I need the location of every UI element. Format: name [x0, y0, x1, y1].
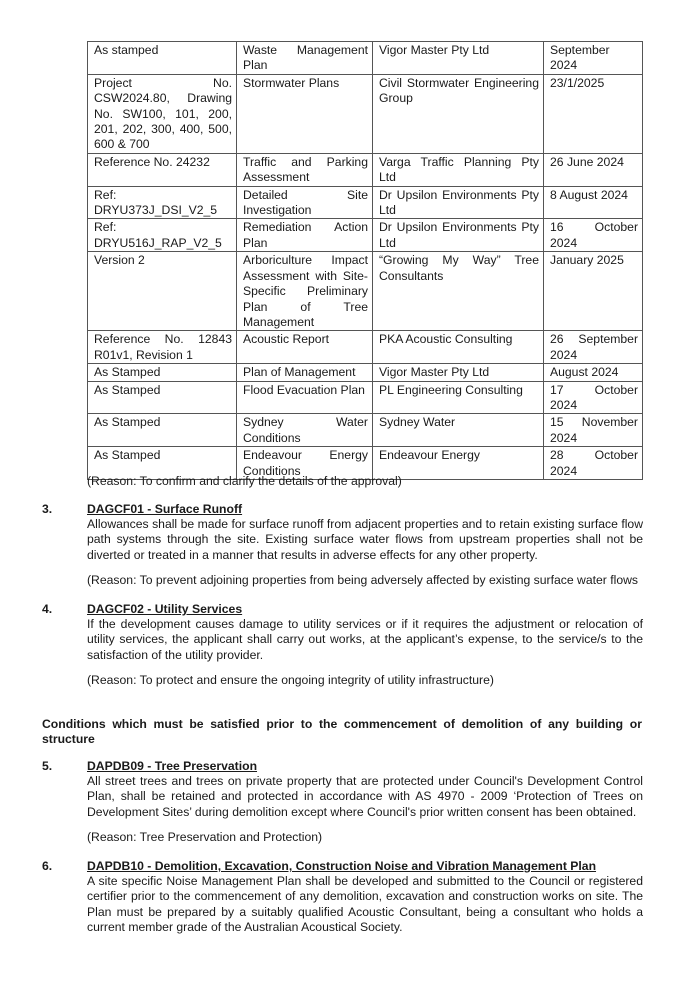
condition-number: 6. — [42, 859, 53, 873]
table-cell: Acoustic Report — [237, 331, 373, 364]
table-cell: As Stamped — [88, 364, 237, 381]
table-cell: 16 October 2024 — [544, 219, 643, 252]
table-row — [88, 381, 643, 414]
condition-body: A site specific Noise Management Plan shall be developed and submitted to the Council or registered certifier prior to the commencement of any demolition, excavation and construction works on site. The Plan must be prepared by a suitably qualified Acoustic Consultant, being a consultant who holds a current member grade of the Australian Acoustical Society. — [87, 874, 643, 935]
table-cell: Civil Stormwater Engineering Group — [373, 74, 544, 153]
table-cell: 23/1/2025 — [544, 74, 643, 153]
condition-title: DAPDB09 - Tree Preservation — [87, 759, 258, 773]
table-row — [88, 252, 643, 331]
documents-table — [87, 41, 643, 480]
table-cell: September 2024 — [544, 42, 643, 75]
table-cell: As stamped — [88, 42, 237, 75]
table-cell: Arboriculture Impact Assessment with Site-Specific Preliminary Plan of Tree Management — [237, 252, 373, 331]
table-row — [88, 42, 643, 75]
condition-body: All street trees and trees on private property that are protected under Council's Development Control Plan, shall be retained and protected in accordance with AS 4970 - 2009 ‘Protection of Trees on Development Sites’ during demolition except where Council's prior written consent has been obtained. — [87, 774, 643, 819]
table-cell: As Stamped — [88, 381, 237, 414]
table-cell: Varga Traffic Planning Pty Ltd — [373, 153, 544, 186]
table-cell: Vigor Master Pty Ltd — [373, 364, 544, 381]
table-cell: Sydney Water Conditions — [237, 414, 373, 447]
condition-number: 5. — [42, 759, 53, 773]
condition-reason: (Reason: To protect and ensure the ongoing integrity of utility infrastructure) — [87, 673, 494, 687]
condition-title: DAGCF02 - Utility Services — [87, 602, 243, 616]
table-row — [88, 74, 643, 153]
table-row — [88, 219, 643, 252]
table-cell: Reference No. 24232 — [88, 153, 237, 186]
table-cell: Vigor Master Pty Ltd — [373, 42, 544, 75]
table-cell: 8 August 2024 — [544, 186, 643, 219]
table-cell: 26 September 2024 — [544, 331, 643, 364]
table-cell: Detailed Site Investigation — [237, 186, 373, 219]
table-cell: Dr Upsilon Environments Pty Ltd — [373, 186, 544, 219]
table-cell: PKA Acoustic Consulting — [373, 331, 544, 364]
table-row — [88, 331, 643, 364]
table-cell: As Stamped — [88, 447, 237, 480]
condition-body: If the development causes damage to utility services or if it requires the adjustment or relocation of utility services, the applicant shall carry out works, at the applicant’s expense, to the service/s to the satisfaction of the utility provider. — [87, 617, 643, 662]
table-cell: January 2025 — [544, 252, 643, 331]
table-cell: Version 2 — [88, 252, 237, 331]
table-cell: Plan of Management — [237, 364, 373, 381]
condition-title: DAGCF01 - Surface Runoff — [87, 502, 243, 516]
table-cell: “Growing My Way” Tree Consultants — [373, 252, 544, 331]
condition-title: DAPDB10 - Demolition, Excavation, Construction Noise and Vibration Management Plan — [87, 859, 597, 873]
table-cell: 17 October 2024 — [544, 381, 643, 414]
table-reason: (Reason: To confirm and clarify the details of the approval) — [87, 474, 402, 488]
table-row — [88, 414, 643, 447]
table-cell: Traffic and Parking Assessment — [237, 153, 373, 186]
table-cell: Project No. CSW2024.80, Drawing No. SW100, 101, 200, 201, 202, 300, 400, 500, 600 & 700 — [88, 74, 237, 153]
table-cell: 28 October 2024 — [544, 447, 643, 480]
table-row — [88, 186, 643, 219]
condition-reason: (Reason: Tree Preservation and Protection) — [87, 830, 323, 844]
table-cell: PL Engineering Consulting — [373, 381, 544, 414]
table-cell: Waste Management Plan — [237, 42, 373, 75]
table-row — [88, 364, 643, 381]
condition-reason: (Reason: To prevent adjoining properties from being adversely affected by existing surface water flows — [87, 573, 638, 587]
table-cell: 26 June 2024 — [544, 153, 643, 186]
table-cell: Ref: DRYU516J_RAP_V2_5 — [88, 219, 237, 252]
condition-number: 4. — [42, 602, 53, 616]
table-cell: Stormwater Plans — [237, 74, 373, 153]
table-cell: Dr Upsilon Environments Pty Ltd — [373, 219, 544, 252]
table-cell: Flood Evacuation Plan — [237, 381, 373, 414]
table-cell: Endeavour Energy — [373, 447, 544, 480]
table-cell: 15 November 2024 — [544, 414, 643, 447]
condition-number: 3. — [42, 502, 53, 516]
section-heading: Conditions which must be satisfied prior to the commencement of demolition of any building or structure — [42, 717, 642, 747]
table-cell: Remediation Action Plan — [237, 219, 373, 252]
condition-body: Allowances shall be made for surface runoff from adjacent properties and to retain existing surface flow path systems through the site. Existing surface water flows from upstream properties shall not be diverted or treated in a manner that results in adverse effects for any other property. — [87, 517, 643, 562]
table-cell: August 2024 — [544, 364, 643, 381]
table-cell: Sydney Water — [373, 414, 544, 447]
table-cell: Endeavour Energy Conditions — [237, 447, 373, 480]
table-cell: Reference No. 12843 R01v1, Revision 1 — [88, 331, 237, 364]
table-cell: Ref: DRYU373J_DSI_V2_5 — [88, 186, 237, 219]
table-row — [88, 153, 643, 186]
table-cell: As Stamped — [88, 414, 237, 447]
